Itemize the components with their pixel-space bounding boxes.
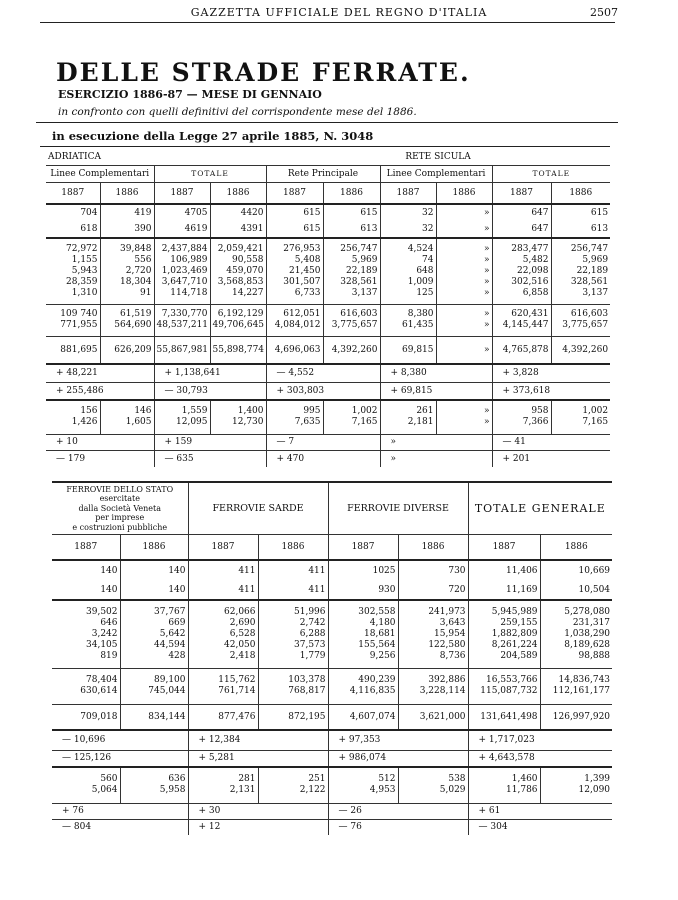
upper-r2-cell: 4391: [210, 221, 266, 238]
lower-b1-cell: 302,558 4,180 18,681 155,564 9,256: [328, 600, 398, 668]
upper-b2-cell: 109 740 771,955: [46, 304, 100, 336]
upper-r1-cell: 704: [46, 204, 100, 221]
lower-d1-diff: + 97,353: [328, 730, 468, 750]
lower-e2-diff: + 12: [188, 819, 328, 835]
gazette-header-title: GAZZETTA UFFICIALE DEL REGNO D'ITALIA: [190, 6, 488, 19]
upper-r1-cell: 647: [492, 204, 551, 221]
lower-b2-cell: 490,239 4,116,835: [328, 668, 398, 704]
upper-b2-cell: » »: [436, 304, 492, 336]
upper-col-header: Linee Complementari: [380, 165, 492, 182]
lower-b1-cell: 5,278,080 231,317 1,038,290 8,189,628 98,888: [540, 600, 612, 668]
lower-d2-diff: + 986,074: [328, 750, 468, 767]
lower-year-header: 1887: [52, 534, 120, 560]
lower-k-cell: 251 2,122: [258, 767, 328, 803]
upper-tot-cell: 626,209: [100, 336, 154, 364]
lower-e1-diff: + 76: [52, 803, 188, 819]
upper-tot-cell: 55,867,981: [154, 336, 210, 364]
upper-r1-cell: 615: [323, 204, 380, 221]
upper-col-header: Rete Principale: [266, 165, 380, 182]
title-rule: [36, 122, 618, 123]
page-title: DELLE STRADE FERRATE.: [56, 58, 471, 87]
upper-e2-diff: — 179: [46, 450, 154, 467]
upper-d1-diff: + 1,138,641: [154, 364, 266, 382]
upper-tot-cell: 4,765,878: [492, 336, 551, 364]
lower-r1-cell: 10,669: [540, 560, 612, 580]
upper-d1-diff: + 3,828: [492, 364, 610, 382]
lower-k-cell: 281 2,131: [188, 767, 258, 803]
upper-b2-cell: 620,431 4,145,447: [492, 304, 551, 336]
upper-d1-diff: — 4,552: [266, 364, 380, 382]
upper-e2-diff: »: [380, 450, 492, 467]
upper-r1-cell: 615: [266, 204, 323, 221]
upper-k-cell: 1,400 12,730: [210, 400, 266, 434]
upper-k-cell: 958 7,366: [492, 400, 551, 434]
upper-b2-cell: 7,330,770 48,537,211: [154, 304, 210, 336]
upper-b1-cell: 283,477 5,482 22,098 302,516 6,858: [492, 238, 551, 304]
lower-col-header: FERROVIE DELLO STATO esercitate dalla Società Veneta per imprese e costruzioni pubbliche: [66, 484, 174, 532]
lower-k-cell: 538 5,029: [398, 767, 468, 803]
upper-b1-cell: 4,524 74 648 1,009 125: [380, 238, 436, 304]
lower-b1-cell: 241,973 3,643 15,954 122,580 8,736: [398, 600, 468, 668]
lower-b1-cell: 51,996 2,742 6,288 37,573 1,779: [258, 600, 328, 668]
lower-e1-diff: — 26: [328, 803, 468, 819]
upper-r1-cell: 615: [551, 204, 610, 221]
upper-k-cell: 1,002 7,165: [323, 400, 380, 434]
upper-b1-cell: 256,747 5,969 22,189 328,561 3,137: [551, 238, 610, 304]
upper-d1-diff: + 8,380: [380, 364, 492, 382]
lower-b2-cell: 392,886 3,228,114: [398, 668, 468, 704]
upper-e1-diff: — 7: [266, 434, 380, 450]
lower-b1-cell: 5,945,989 259,155 1,882,809 8,261,224 204,589: [468, 600, 540, 668]
upper-r2-cell: 32: [380, 221, 436, 238]
lower-year-header: 1887: [328, 534, 398, 560]
upper-r1-cell: 32: [380, 204, 436, 221]
lower-tot-cell: 131,641,498: [468, 704, 540, 730]
lower-col-header: TOTALE GENERALE: [468, 482, 612, 534]
lower-r1-cell: 11,406: [468, 560, 540, 580]
upper-year-header: 1887: [154, 182, 210, 204]
lower-b1-cell: 37,767 669 5,642 44,594 428: [120, 600, 188, 668]
upper-k-cell: 1,002 7,165: [551, 400, 610, 434]
lower-r2-cell: 11,169: [468, 580, 540, 600]
upper-tot-cell: 4,392,260: [323, 336, 380, 364]
lower-b2-cell: 78,404 630,614: [52, 668, 120, 704]
upper-e2-diff: + 470: [266, 450, 380, 467]
upper-year-header: 1887: [492, 182, 551, 204]
lower-e2-diff: — 304: [468, 819, 612, 835]
comparison-note: in confronto con quelli definitivi del corrispondente mese del 1886.: [58, 106, 417, 118]
lower-e2-diff: — 76: [328, 819, 468, 835]
lower-col-header: FERROVIE SARDE: [188, 482, 328, 534]
upper-r2-cell: 4619: [154, 221, 210, 238]
upper-b2-cell: 61,519 564,690: [100, 304, 154, 336]
upper-b2-cell: 612,051 4,084,012: [266, 304, 323, 336]
lower-r1-cell: 411: [188, 560, 258, 580]
upper-tot-cell: 4,696,063: [266, 336, 323, 364]
upper-r1-cell: »: [436, 204, 492, 221]
lower-d2-diff: — 125,126: [52, 750, 188, 767]
upper-tot-cell: 881,695: [46, 336, 100, 364]
lower-b2-cell: 103,378 768,817: [258, 668, 328, 704]
upper-year-header: 1886: [210, 182, 266, 204]
upper-r2-cell: 390: [100, 221, 154, 238]
upper-r1-cell: 4420: [210, 204, 266, 221]
upper-r2-cell: 618: [80, 224, 98, 234]
upper-year-header: 1887: [380, 182, 436, 204]
lower-table: [52, 481, 612, 835]
upper-d2-diff: + 69,815: [380, 382, 492, 400]
page-number: 2507: [590, 6, 618, 19]
upper-b2-cell: 616,603 3,775,657: [323, 304, 380, 336]
lower-tot-cell: 4,607,074: [328, 704, 398, 730]
upper-table: [46, 149, 610, 467]
lower-tot-cell: 877,476: [188, 704, 258, 730]
upper-year-header: 1887: [46, 182, 100, 204]
lower-b2-cell: 89,100 745,044: [120, 668, 188, 704]
upper-r2-cell: »: [436, 221, 492, 238]
group-adriatica: ADRIATICA: [48, 151, 101, 162]
lower-k-cell: 1,399 12,090: [540, 767, 612, 803]
lower-year-header: 1886: [540, 534, 612, 560]
upper-r1-cell: 419: [100, 204, 154, 221]
header-rule: [40, 22, 615, 23]
upper-r2-cell: 613: [323, 221, 380, 238]
upper-e2-diff: + 201: [492, 450, 610, 467]
upper-e1-diff: + 159: [154, 434, 266, 450]
lower-k-cell: 560 5,064: [52, 767, 120, 803]
lower-col-header: FERROVIE DIVERSE: [328, 482, 468, 534]
upper-r2-cell: 613: [551, 221, 610, 238]
upper-r2-cell: 647: [492, 221, 551, 238]
upper-tot-cell: 4,392,260: [551, 336, 610, 364]
lower-r2-cell: 720: [398, 580, 468, 600]
lower-r2-cell: 10,504: [540, 580, 612, 600]
upper-e1-diff: — 41: [492, 434, 610, 450]
upper-tot-cell: »: [436, 336, 492, 364]
lower-b2-cell: 16,553,766 115,087,732: [468, 668, 540, 704]
upper-col-header: TOTALE: [154, 165, 266, 182]
upper-e1-diff: »: [380, 434, 492, 450]
lower-b2-cell: 14,836,743 112,161,177: [540, 668, 612, 704]
lower-k-cell: 636 5,958: [120, 767, 188, 803]
upper-tot-cell: 55,898,774: [210, 336, 266, 364]
lower-r2-cell: 140: [120, 580, 188, 600]
lower-r2-cell: 930: [328, 580, 398, 600]
upper-b1-cell: 256,747 5,969 22,189 328,561 3,137: [323, 238, 380, 304]
lower-r1-cell: 730: [398, 560, 468, 580]
lower-tot-cell: 872,195: [258, 704, 328, 730]
lower-k-cell: 1,460 11,786: [468, 767, 540, 803]
upper-b2-cell: 8,380 61,435: [380, 304, 436, 336]
upper-d2-diff: + 255,486: [46, 382, 154, 400]
lower-d2-diff: + 4,643,578: [468, 750, 612, 767]
upper-col-header: Linee Complementari: [46, 165, 154, 182]
upper-d2-diff: + 303,803: [266, 382, 380, 400]
upper-e1-diff: + 10: [46, 434, 154, 450]
lower-r1-cell: 140: [120, 560, 188, 580]
lower-e1-diff: + 61: [468, 803, 612, 819]
upper-year-header: 1887: [266, 182, 323, 204]
lower-r2-cell: 140: [100, 584, 118, 595]
upper-year-header: 1886: [323, 182, 380, 204]
lower-e1-diff: + 30: [188, 803, 328, 819]
blank-cell: [154, 149, 266, 165]
legge-caption: in esecuzione della Legge 27 aprile 1885, N. 3048: [52, 129, 374, 143]
upper-k-cell: 995 7,635: [266, 400, 323, 434]
lower-year-header: 1886: [398, 534, 468, 560]
upper-e2-diff: — 635: [154, 450, 266, 467]
upper-b1-cell: 72,972 1,155 5,943 28,359 1,310: [46, 238, 100, 304]
lower-r2-cell: 411: [188, 580, 258, 600]
lower-d1-diff: — 10,696: [52, 730, 188, 750]
upper-b1-cell: 39,848 556 2,720 18,304 91: [100, 238, 154, 304]
lower-d1-diff: + 1,717,023: [468, 730, 612, 750]
upper-b1-cell: » » » » »: [436, 238, 492, 304]
lower-r1-cell: 411: [258, 560, 328, 580]
upper-year-header: 1886: [551, 182, 610, 204]
lower-b1-cell: 39,502 646 3,242 34,105 819: [52, 600, 120, 668]
upper-d1-diff: + 48,221: [46, 364, 154, 382]
group-rete-sicula: RETE SICULA: [405, 151, 471, 162]
upper-year-header: 1886: [436, 182, 492, 204]
lower-year-header: 1886: [258, 534, 328, 560]
legge-rule: [40, 146, 610, 147]
lower-d2-diff: + 5,281: [188, 750, 328, 767]
lower-tot-cell: 126,997,920: [540, 704, 612, 730]
lower-r1-cell: 1025: [328, 560, 398, 580]
upper-k-cell: 156 1,426: [46, 400, 100, 434]
lower-r2-cell: 411: [258, 580, 328, 600]
lower-r1-cell: 140: [52, 560, 120, 580]
lower-tot-cell: 834,144: [120, 704, 188, 730]
lower-year-header: 1887: [188, 534, 258, 560]
lower-year-header: 1886: [120, 534, 188, 560]
lower-b1-cell: 62,066 2,690 6,528 42,050 2,418: [188, 600, 258, 668]
upper-k-cell: » »: [436, 400, 492, 434]
upper-d2-diff: — 30,793: [154, 382, 266, 400]
upper-tot-cell: 69,815: [380, 336, 436, 364]
upper-b1-cell: 2,437,884 106,989 1,023,469 3,647,710 114,718: [154, 238, 210, 304]
upper-col-header: TOTALE: [492, 165, 610, 182]
lower-d1-diff: + 12,384: [188, 730, 328, 750]
lower-tot-cell: 3,621,000: [398, 704, 468, 730]
upper-r1-cell: 4705: [154, 204, 210, 221]
upper-k-cell: 1,559 12,095: [154, 400, 210, 434]
lower-k-cell: 512 4,953: [328, 767, 398, 803]
lower-b2-cell: 115,762 761,714: [188, 668, 258, 704]
lower-tot-cell: 709,018: [52, 704, 120, 730]
upper-b2-cell: 6,192,129 49,706,645: [210, 304, 266, 336]
upper-b2-cell: 616,603 3,775,657: [551, 304, 610, 336]
upper-k-cell: 261 2,181: [380, 400, 436, 434]
lower-year-header: 1887: [468, 534, 540, 560]
upper-b1-cell: 2,059,421 90,558 459,070 3,568,853 14,227: [210, 238, 266, 304]
upper-b1-cell: 276,953 5,408 21,450 301,507 6,733: [266, 238, 323, 304]
lower-e2-diff: — 804: [52, 819, 188, 835]
upper-k-cell: 146 1,605: [100, 400, 154, 434]
upper-r2-cell: 615: [266, 221, 323, 238]
page-subtitle: ESERCIZIO 1886-87 — MESE DI GENNAIO: [58, 88, 322, 101]
upper-d2-diff: + 373,618: [492, 382, 610, 400]
upper-year-header: 1886: [100, 182, 154, 204]
